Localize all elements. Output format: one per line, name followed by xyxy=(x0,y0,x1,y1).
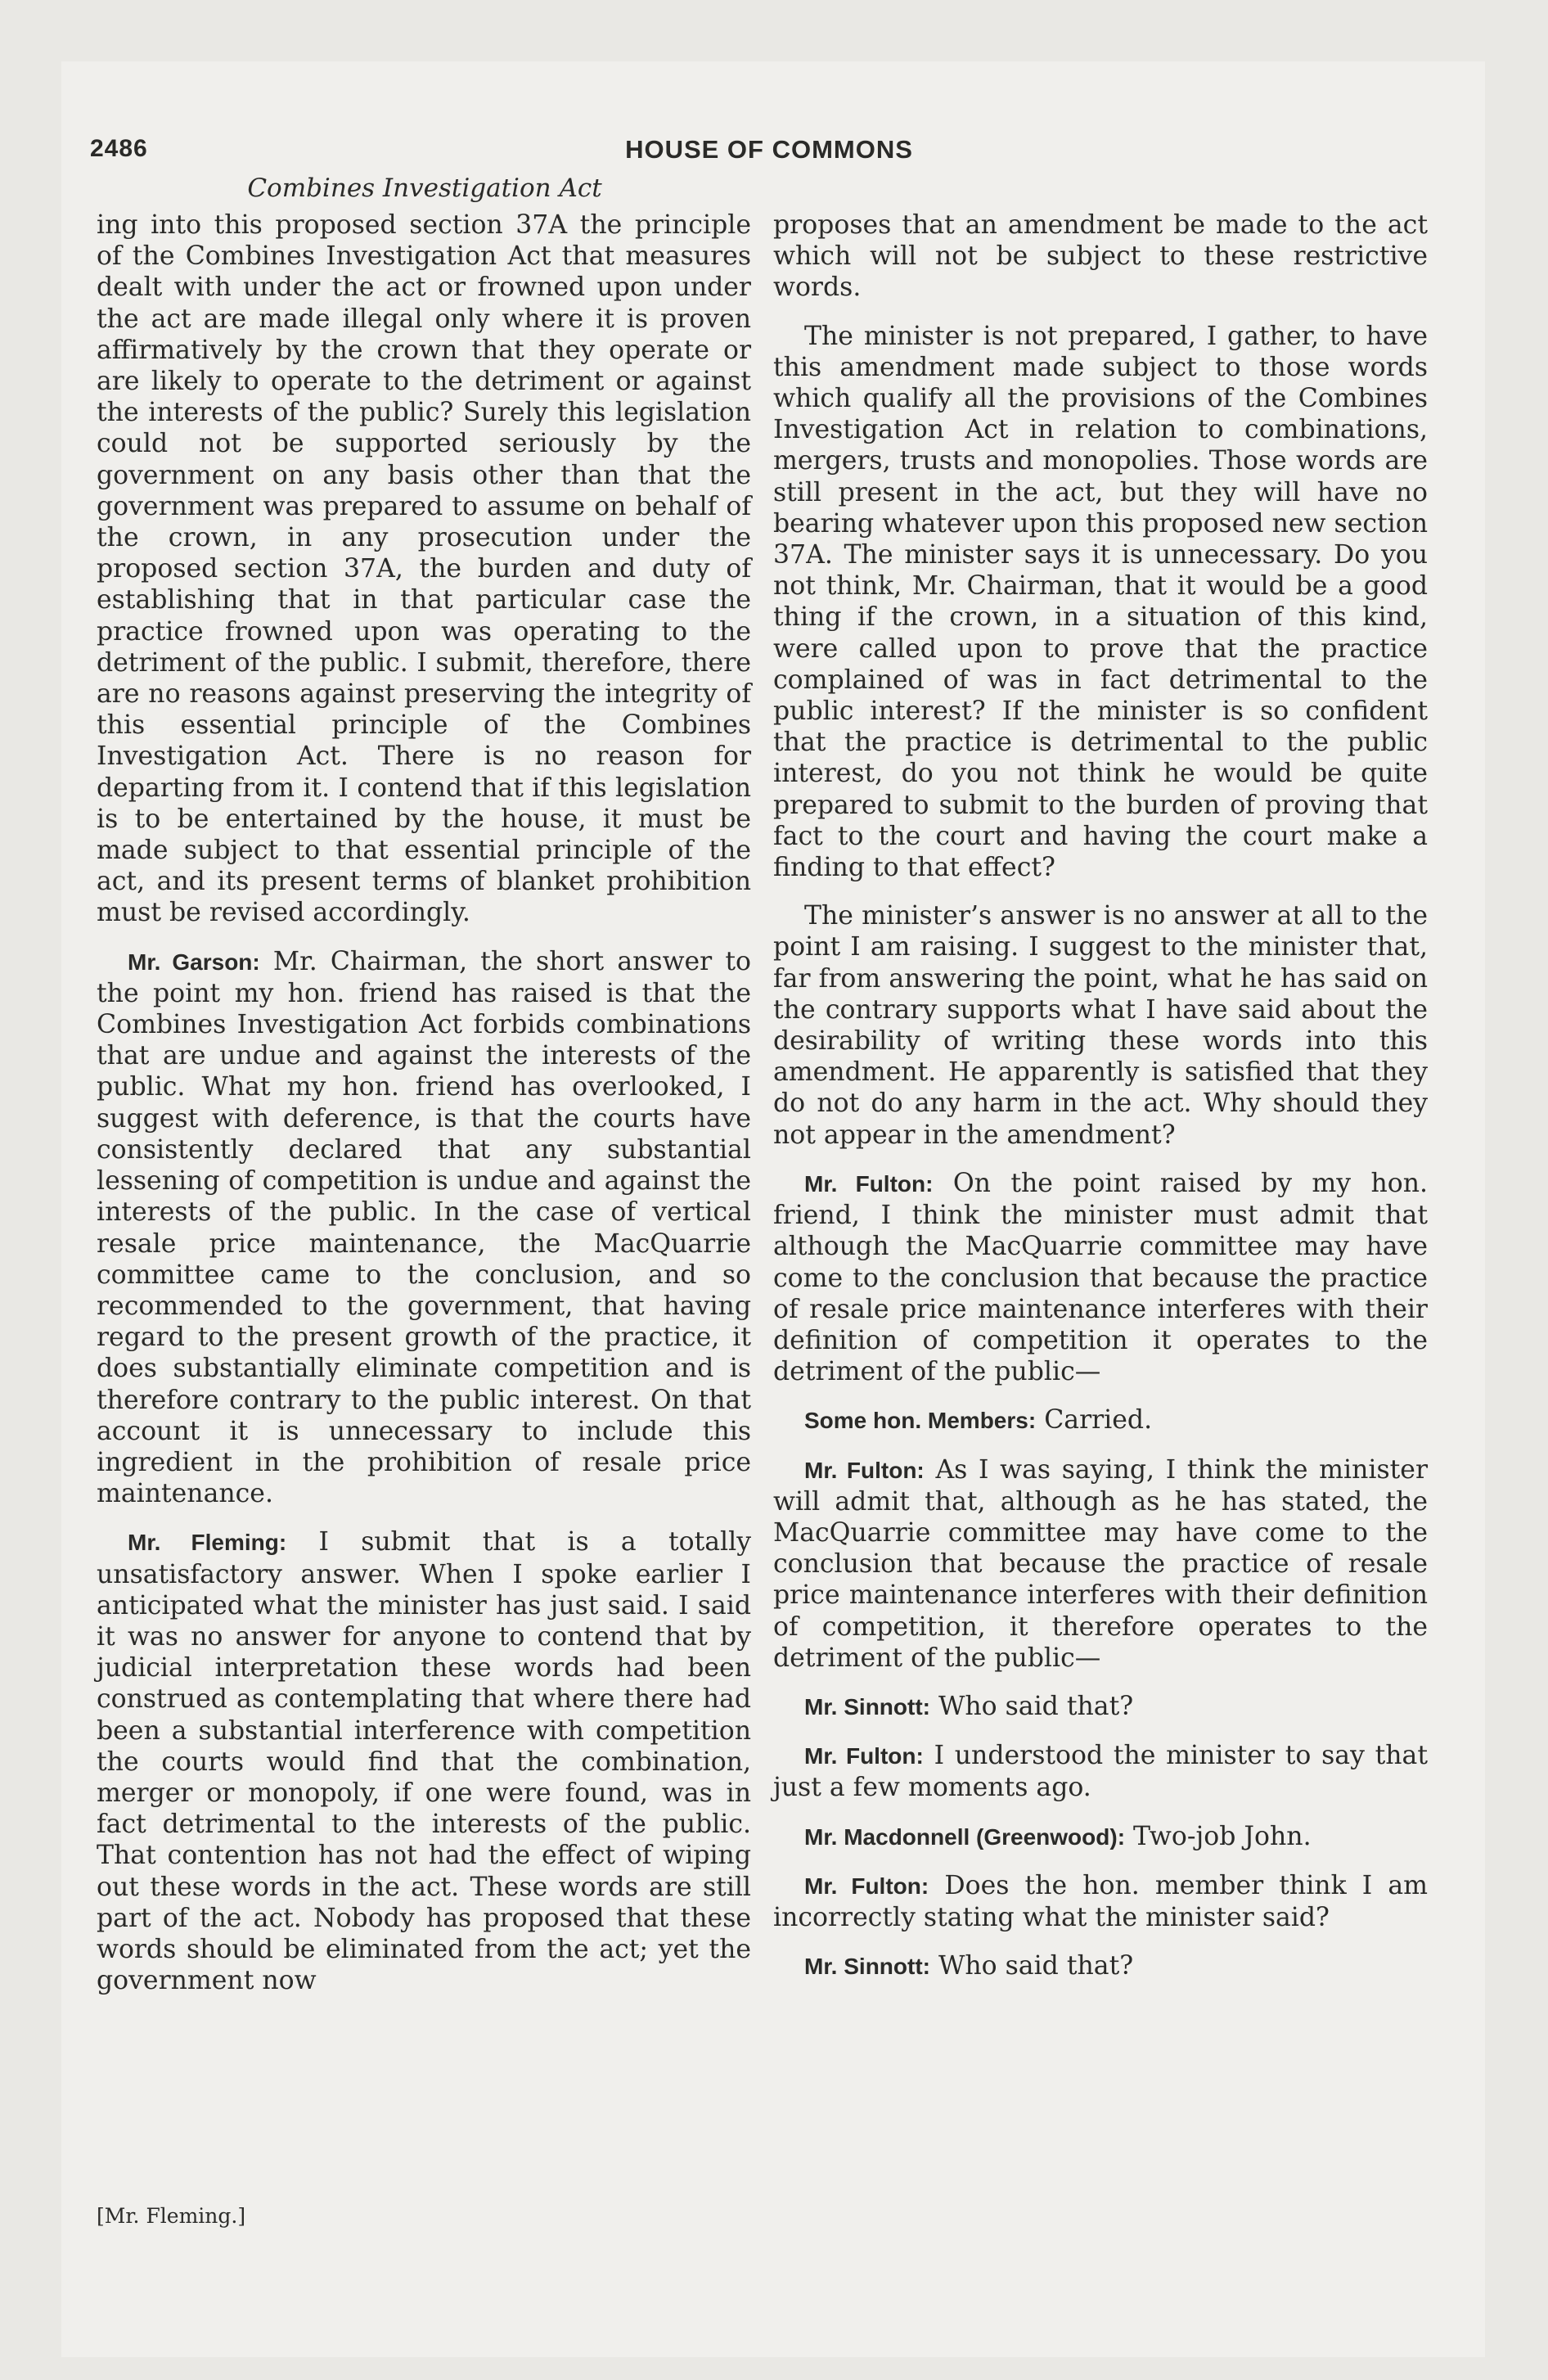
speech-text: Who said that? xyxy=(938,1691,1134,1721)
paragraph xyxy=(97,210,751,929)
speaker-name: Mr. Fulton: xyxy=(804,1170,934,1197)
page-header xyxy=(90,135,1448,168)
left-column xyxy=(97,210,751,2013)
speech-paragraph xyxy=(97,1526,751,1996)
running-head: Combines Investigation Act xyxy=(247,174,602,203)
speech-paragraph xyxy=(773,1950,1428,1982)
page-number: 2486 xyxy=(90,135,148,162)
speech-paragraph xyxy=(97,946,751,1510)
speech-text: On the point raised by my hon. friend, I think the minister must admit that although the MacQuarrie committee may have come to the conclusion that because the practice of resale price maintenance interferes with their definition of competition it operates to the detriment of the public— xyxy=(773,1168,1429,1387)
speech-paragraph xyxy=(773,1691,1428,1723)
speaker-name: Mr. Sinnott: xyxy=(804,1693,930,1720)
speech-paragraph xyxy=(773,1870,1428,1933)
speaker-footer-reference: [Mr. Fleming.] xyxy=(97,2204,246,2228)
speaker-name: Mr. Fulton: xyxy=(804,1457,925,1483)
speech-text: Carried. xyxy=(1044,1405,1153,1436)
speech-text: Who said that? xyxy=(938,1951,1134,1981)
speaker-name: Mr. Fulton: xyxy=(804,1873,929,1899)
speaker-name: Mr. Sinnott: xyxy=(804,1954,930,1980)
paragraph xyxy=(773,210,1428,304)
page-title: HOUSE OF COMMONS xyxy=(625,135,913,164)
speaker-name: Some hon. Members: xyxy=(804,1408,1037,1434)
paragraph-text: proposes that an amendment be made to the act which will not be subject to these restrictive words. xyxy=(773,210,1428,303)
paragraph xyxy=(773,900,1428,1151)
speech-paragraph xyxy=(773,1821,1428,1853)
paragraph-text: ing into this proposed section 37A the principle of the Combines Investigation Act that measures dealt with under the act or frowned upon under the act are made illegal only where it is proven affirmatively by the crown that they operate or are likely to operate to the detriment or against the interests of the public? Surely this legislation could not be supported seriously by the government on any basis other than that the government was prepared to assume on behalf of the crown, in any prosecution under the proposed section 37A, the burden and duty of establishing that in that particular case the practice frowned upon was operating to the detriment of the public. I submit, therefore, there are no reasons against preserving the integrity of this essential principle of the Combines Investigation Act. There is no reason for departing from it. I contend that if this legislation is to be entertained by the house, it must be made subject to that essential principle of the act, and its present terms of blanket prohibition must be revised accordingly. xyxy=(97,210,751,928)
paragraph-text: The minister is not prepared, I gather, to have this amendment made subject to those words which qualify all the provisions of the Combines Investigation Act in relation to combinations, mergers, trusts and monopolies. Those words are still present in the act, but they will have no bearing whatever upon this proposed new section 37A. The minister says it is unnecessary. Do you not think, Mr. Chairman, that it would be a good thing if the crown, in a situation of this kind, were called upon to prove that the practice complained of was in fact detrimental to the public interest? If the minister is so confident that the practice is detrimental to the public interest, do you not think he would be quite prepared to submit to the burden of proving that fact to the court and having the court make a finding to that effect? xyxy=(773,321,1428,883)
speaker-name: Mr. Garson: xyxy=(128,949,260,975)
speaker-name: Mr. Fulton: xyxy=(804,1743,924,1769)
paragraph xyxy=(773,321,1428,884)
speaker-name: Mr. Macdonnell (Greenwood): xyxy=(804,1823,1126,1850)
speech-text: Mr. Chairman, the short answer to the point my hon. friend has raised is that the Combines Investigation Act forbids combinations that are undue and against the interests of the public. What my hon. friend has overlooked, I suggest with deference, is that the courts have consistently declared that any substantial lessening of competition is undue and against the interests of the public. In the case of vertical resale price maintenance, the MacQuarrie committee came to the conclusion, and so recommended to the government, that having regard to the present growth of the practice, it does substantially eliminate competition and is therefore contrary to the public interest. On that account it is unnecessary to include this ingredient in the prohibition of resale price maintenance. xyxy=(97,946,752,1509)
speech-text: Does the hon. member think I am incorrectly stating what the minister said? xyxy=(773,1870,1429,1932)
speech-text: I submit that is a totally unsatisfactory answer. When I spoke earlier I anticipated what the minister has just said. I said it was no answer for anyone to contend that by judicial interpretation these words had been construed as contemplating that where there had been a substantial interference with competition the courts would find that the combination, merger or monopoly, if one were found, was in fact detrimental to the interests of the public. That contention has not had the effect of wiping out these words in the act. These words are still part of the act. Nobody has proposed that these words should be eliminated from the act; yet the government now xyxy=(97,1527,752,1996)
speech-text: I understood the minister to say that just a few moments ago. xyxy=(773,1741,1428,1803)
speech-paragraph xyxy=(773,1404,1428,1436)
right-column xyxy=(773,210,1428,1999)
speech-paragraph xyxy=(773,1454,1428,1674)
speech-text: Two-job John. xyxy=(1133,1821,1312,1851)
speaker-name: Mr. Fleming: xyxy=(128,1530,287,1556)
speech-paragraph xyxy=(773,1740,1428,1803)
speech-paragraph xyxy=(773,1168,1428,1387)
paragraph-text: The minister’s answer is no answer at all to the point I am raising. I suggest to the minister that, far from answering the point, what he has said on the contrary supports what I have said about the desirability of writing these words into this amendment. He apparently is satisfied that they do not do any harm in the act. Why should they not appear in the amendment? xyxy=(773,901,1428,1150)
speech-text: As I was saying, I think the minister will admit that, although as he has stated, the MacQuarrie committee may have come to the conclusion that because the practice of resale price maintenance interferes with their definition of competition, it therefore operates to the detriment of the public— xyxy=(773,1454,1429,1673)
